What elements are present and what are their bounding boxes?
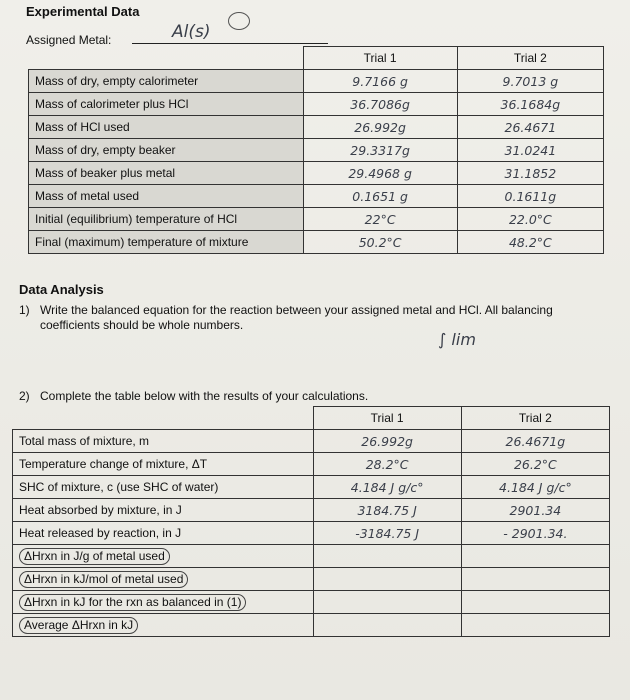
- table-row: [13, 476, 610, 499]
- row-label-text: Mass of dry, empty beaker: [35, 143, 176, 157]
- table-row: [29, 208, 604, 231]
- trial2-value[interactable]: 26.2°C: [461, 453, 609, 476]
- trial1-value[interactable]: 4.184 J g/c°: [313, 476, 461, 499]
- trial2-value[interactable]: [461, 614, 609, 637]
- trial1-value[interactable]: 3184.75 J: [313, 499, 461, 522]
- row-label: [13, 545, 314, 568]
- row-label: [29, 116, 304, 139]
- row-label: [29, 93, 304, 116]
- row-label: [13, 476, 314, 499]
- table-row: [29, 231, 604, 254]
- table-row: [13, 522, 610, 545]
- results-table: [12, 406, 610, 637]
- trial1-value[interactable]: [313, 545, 461, 568]
- row-label: [29, 139, 304, 162]
- trial1-value[interactable]: 0.1651 g: [303, 185, 457, 208]
- question-2-number: 2): [19, 389, 30, 403]
- row-label: [13, 568, 314, 591]
- trial2-value[interactable]: 4.184 J g/c°: [461, 476, 609, 499]
- trial1-value[interactable]: 29.4968 g: [303, 162, 457, 185]
- trial1-value[interactable]: 26.992g: [313, 430, 461, 453]
- question-1-number: 1): [19, 303, 30, 317]
- row-label: [29, 70, 304, 93]
- trial1-value[interactable]: 26.992g: [303, 116, 457, 139]
- row-label-text: Heat released by reaction, in J: [19, 526, 182, 540]
- row-label: [13, 430, 314, 453]
- page-title: Experimental Data: [26, 4, 140, 19]
- row-label-text: Temperature change of mixture, ΔT: [19, 457, 208, 471]
- row-label-text: ΔHrxn in kJ for the rxn as balanced in (1): [19, 594, 246, 611]
- trial2-value[interactable]: 22.0°C: [457, 208, 603, 231]
- trial2-header: Trial 2: [457, 47, 603, 70]
- row-label-text: Heat absorbed by mixture, in J: [19, 503, 182, 517]
- trial1-value[interactable]: [313, 614, 461, 637]
- table-row: [13, 499, 610, 522]
- trial2-value[interactable]: 31.1852: [457, 162, 603, 185]
- trial2-value[interactable]: 26.4671g: [461, 430, 609, 453]
- table-row: [13, 430, 610, 453]
- row-label: [13, 522, 314, 545]
- assigned-metal-value: Al(s): [172, 22, 211, 42]
- question-1-text: Write the balanced equation for the reaction between your assigned metal and HCl. All balancing coefficients should be whole numbers.: [40, 303, 553, 332]
- row-label-text: Mass of beaker plus metal: [35, 166, 176, 180]
- row-label-text: SHC of mixture, c (use SHC of water): [19, 480, 219, 494]
- trial2-value[interactable]: [461, 568, 609, 591]
- question-1-handwritten-answer: ∫ lim: [438, 330, 476, 349]
- table-row: [29, 70, 604, 93]
- row-label-text: Initial (equilibrium) temperature of HCl: [35, 212, 238, 226]
- row-label-text: Mass of calorimeter plus HCl: [35, 97, 189, 111]
- doodle-mark: [228, 12, 250, 30]
- table-row: [29, 139, 604, 162]
- trial1-header: Trial 1: [313, 407, 461, 430]
- trial2-value[interactable]: 9.7013 g: [457, 70, 603, 93]
- trial2-value[interactable]: - 2901.34.: [461, 522, 609, 545]
- trial2-value[interactable]: [461, 545, 609, 568]
- trial1-value[interactable]: [313, 591, 461, 614]
- table-row: [13, 591, 610, 614]
- row-label-text: ΔHrxn in kJ/mol of metal used: [19, 571, 188, 588]
- row-label: [13, 499, 314, 522]
- assigned-metal-line: [132, 43, 328, 44]
- blank-header-cell: [29, 47, 304, 70]
- table-row: [13, 453, 610, 476]
- table-row: [29, 93, 604, 116]
- row-label: [29, 185, 304, 208]
- table-row: [29, 185, 604, 208]
- assigned-metal-label: Assigned Metal:: [26, 33, 112, 47]
- trial1-value[interactable]: 36.7086g: [303, 93, 457, 116]
- trial2-value[interactable]: 48.2°C: [457, 231, 603, 254]
- row-label: [29, 208, 304, 231]
- trial1-value[interactable]: 28.2°C: [313, 453, 461, 476]
- trial2-value[interactable]: 2901.34: [461, 499, 609, 522]
- row-label: [13, 614, 314, 637]
- row-label-text: Final (maximum) temperature of mixture: [35, 235, 249, 249]
- trial2-value[interactable]: 26.4671: [457, 116, 603, 139]
- trial1-value[interactable]: 29.3317g: [303, 139, 457, 162]
- trial1-value[interactable]: -3184.75 J: [313, 522, 461, 545]
- trial1-value[interactable]: 50.2°C: [303, 231, 457, 254]
- question-2-text: Complete the table below with the results of your calculations.: [40, 389, 369, 403]
- row-label-text: Mass of HCl used: [35, 120, 130, 134]
- row-label: [13, 591, 314, 614]
- row-label-text: ΔHrxn in J/g of metal used: [19, 548, 170, 565]
- trial2-value[interactable]: 31.0241: [457, 139, 603, 162]
- row-label-text: Average ΔHrxn in kJ: [19, 617, 138, 634]
- row-label: [29, 162, 304, 185]
- row-label: [13, 453, 314, 476]
- table-header-row: [13, 407, 610, 430]
- row-label-text: Mass of metal used: [35, 189, 140, 203]
- row-label: [29, 231, 304, 254]
- table-row: [29, 162, 604, 185]
- trial2-header: Trial 2: [461, 407, 609, 430]
- trial1-value[interactable]: [313, 568, 461, 591]
- trial1-value[interactable]: 22°C: [303, 208, 457, 231]
- analysis-title: Data Analysis: [19, 282, 104, 297]
- blank-header-cell: [13, 407, 314, 430]
- table-row: [13, 568, 610, 591]
- experimental-data-table: [28, 46, 604, 254]
- table-header-row: [29, 47, 604, 70]
- trial2-value[interactable]: 36.1684g: [457, 93, 603, 116]
- trial2-value[interactable]: [461, 591, 609, 614]
- trial1-header: Trial 1: [303, 47, 457, 70]
- row-label-text: Total mass of mixture, m: [19, 434, 150, 448]
- trial1-value[interactable]: 9.7166 g: [303, 70, 457, 93]
- table-row: [13, 614, 610, 637]
- table-row: [13, 545, 610, 568]
- trial2-value[interactable]: 0.1611g: [457, 185, 603, 208]
- table-row: [29, 116, 604, 139]
- row-label-text: Mass of dry, empty calorimeter: [35, 74, 199, 88]
